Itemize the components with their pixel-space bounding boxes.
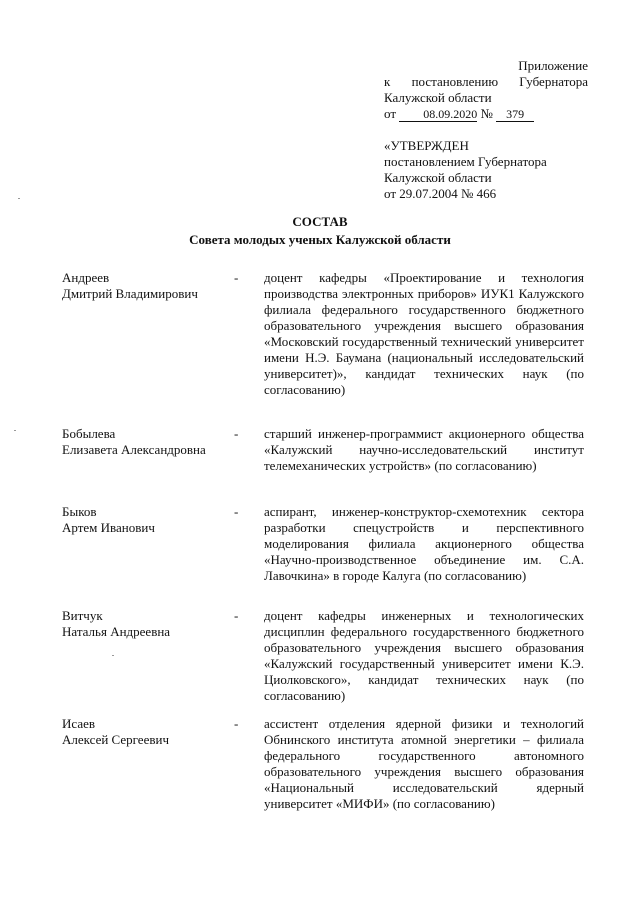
member-surname: Быков bbox=[62, 504, 97, 519]
annex-reference bbox=[384, 74, 588, 90]
member-name bbox=[62, 270, 232, 302]
annex-ref-decree: постановлению bbox=[411, 74, 499, 89]
approved-region: Калужской области bbox=[384, 170, 492, 185]
approved-by bbox=[384, 154, 588, 170]
member-name bbox=[62, 716, 232, 748]
annex-region: Калужской области bbox=[384, 90, 492, 105]
member-given-names: Елизавета Александровна bbox=[62, 442, 206, 457]
number-prefix: № bbox=[480, 106, 493, 121]
member-name bbox=[62, 608, 232, 640]
annex-block bbox=[384, 58, 588, 122]
member-dash: - bbox=[234, 504, 239, 519]
approved-title: «УТВЕРЖДЕН bbox=[384, 138, 469, 153]
member-name bbox=[62, 426, 232, 458]
member-dash: - bbox=[234, 608, 239, 623]
decree-date: 08.09.2020 bbox=[399, 108, 477, 122]
member-dash: - bbox=[234, 716, 239, 731]
approved-governor: Губернатора bbox=[478, 154, 547, 169]
member-given-names: Дмитрий Владимирович bbox=[62, 286, 198, 301]
scan-speck bbox=[18, 198, 20, 199]
member-position: ассистент отделения ядерной физики и технологий Обнинского института атомной энергетики – филиала федерального государственного автономного образовательного учреждения высшего образования «Национальный исследовательский ядерный университет «МИФИ» (по согласованию) bbox=[264, 716, 584, 811]
member-given-names: Артем Иванович bbox=[62, 520, 155, 535]
document-subheading: Совета молодых ученых Калужской области bbox=[189, 232, 451, 247]
scan-speck bbox=[112, 655, 114, 656]
member-given-names: Алексей Сергеевич bbox=[62, 732, 169, 747]
member-surname: Бобылева bbox=[62, 426, 116, 441]
approved-date-number: от 29.07.2004 № 466 bbox=[384, 186, 497, 201]
member-given-names: Наталья Андреевна bbox=[62, 624, 171, 639]
annex-title bbox=[384, 58, 588, 74]
approved-block bbox=[384, 138, 588, 202]
decree-number: 379 bbox=[496, 108, 534, 122]
member-position: доцент кафедры «Проектирование и технология производства электронных приборов» ИУК1 Калужского филиала федерального государственного бюджетного образовательного учреждения высшего образования «Московский государственный технический университет имени Н.Э. Баумана (национальный исследовательский университет)», кандидат технических наук (по согласованию) bbox=[264, 270, 584, 397]
member-dash: - bbox=[234, 270, 239, 285]
member-position: аспирант, инженер-конструктор-схемотехник сектора разработки спецустройств и перспективного моделирования филиала акционерного общества «Научно-производственное объединение им. С.А. Лавочкина» в городе Калуга (по согласованию) bbox=[264, 504, 584, 583]
annex-ref-k: к bbox=[384, 74, 391, 89]
member-position: старший инженер-программист акционерного общества «Калужский научно-исследовательский институт телемеханических устройств» (по согласованию) bbox=[264, 426, 584, 473]
annex-title-text: Приложение bbox=[518, 58, 588, 73]
member-surname: Витчук bbox=[62, 608, 103, 623]
annex-date-number bbox=[384, 106, 588, 122]
member-dash: - bbox=[234, 426, 239, 441]
member-surname: Исаев bbox=[62, 716, 95, 731]
member-surname: Андреев bbox=[62, 270, 110, 285]
approved-decree: постановлением bbox=[384, 154, 475, 169]
member-position: доцент кафедры инженерных и технологических дисциплин федерального государственного бюджетного образовательного учреждения высшего образования «Калужский государственный университет имени К.Э. Циолковского», кандидат технических наук (по согласованию) bbox=[264, 608, 584, 703]
scan-speck bbox=[14, 430, 16, 431]
document-heading: СОСТАВ bbox=[292, 214, 348, 229]
member-name bbox=[62, 504, 232, 536]
annex-ref-governor: Губернатора bbox=[519, 74, 588, 89]
date-prefix: от bbox=[384, 106, 397, 121]
